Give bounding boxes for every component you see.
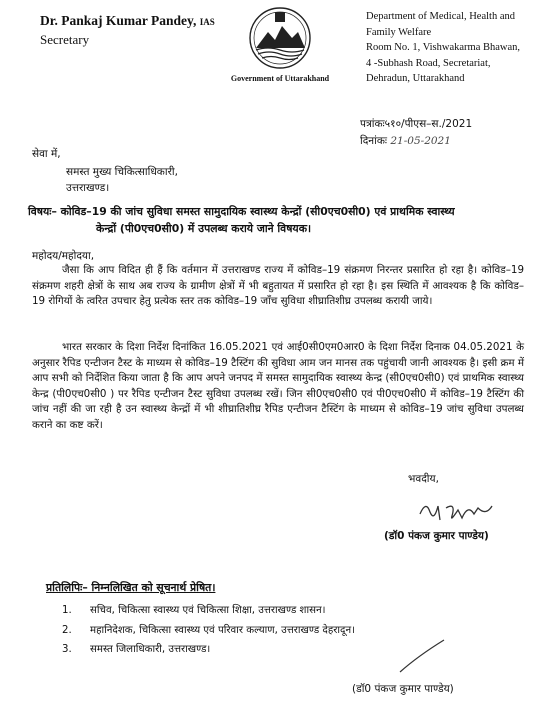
body-paragraph: जैसा कि आप विदित ही हैं कि वर्तमान में उत्तराखण्ड राज्य में कोविड–19 संक्रमण निरन्तर प्रसारित हो रहा है। कोविड–19 संक्रमण शहरी क्षेत्रों के साथ अब राज्य के ग्रामीण क्षेत्रों में भी बहुतायत में प्रसारित हो रहा है। इस स्थिति में आवश्यक है कि कोविड–19 रोगियों के त्वरित उपचार हेतु प्रत्येक स्तर तक कोविड–19 जाँच सुविधा शीघ्रातिशीघ्र उपलब्ध करायी जाये। bbox=[32, 264, 524, 308]
subject bbox=[28, 203, 520, 237]
sender-suffix: IAS bbox=[199, 17, 215, 27]
salutation-to: सेवा में, bbox=[32, 148, 61, 160]
copy-item: 2. महानिदेशक, चिकित्सा स्वास्थ्य एवं परिवार कल्याण, उत्तराखण्ड देहरादून। bbox=[62, 625, 355, 636]
address-line: Department of Medical, Health and bbox=[366, 11, 515, 22]
sender-name: Dr. Pankaj Kumar Pandey, IAS bbox=[40, 13, 215, 28]
closing-phrase: भवदीय, bbox=[408, 473, 439, 485]
address-line: Family Welfare bbox=[366, 26, 432, 38]
copy-heading: प्रतिलिपिः– निम्नलिखित को सूचनार्थ प्रेषित। bbox=[46, 581, 216, 594]
letter-date: दिनांकः 21-05-2021 bbox=[360, 135, 451, 147]
recipient-line: उत्तराखण्ड। bbox=[66, 182, 110, 194]
government-caption: Government of Uttarakhand bbox=[230, 74, 330, 83]
sender-title: Secretary bbox=[40, 32, 90, 47]
department-address bbox=[366, 9, 538, 87]
copy-item: 1. सचिव, चिकित्सा स्वास्थ्य एवं चिकित्सा शिक्षा, उत्तराखण्ड शासन। bbox=[62, 605, 326, 616]
address-line: Dehradun, Uttarakhand bbox=[366, 73, 465, 84]
copy-item: 3. समस्त जिलाधिकारी, उत्तराखण्ड। bbox=[62, 644, 211, 655]
signature bbox=[416, 496, 516, 526]
letter-number: पत्रांकः५१०/पीएस–स./2021 bbox=[360, 118, 473, 130]
salutation: महोदय/महोदया, bbox=[32, 250, 95, 262]
recipient-line: समस्त मुख्य चिकित्साधिकारी, bbox=[66, 166, 178, 178]
address-line: 4 -Subhash Road, Secretariat, bbox=[366, 57, 491, 69]
initial-signature bbox=[398, 638, 448, 674]
body-paragraph: भारत सरकार के दिशा निर्देश दिनांकित 16.05.2021 एवं आई0सी0एम0आर0 के दिशा निर्देश दिनाक 04.05.2021 के अनुसार रैपिड एन्टीजन टैस्ट के माध्यम से कोविड–19 टैस्टिंग की सुविधा आम जन मानस तक पहुंचायी जानी आवश्यक है। इसी क्रम में आप सभी को निर्देशित किया जाता है कि आप अपने जनपद में समस्त सामुदायिक स्वास्थ्य केन्द्र (सी0एच0सी0) एवं प्राथमिक स्वास्थ्य केन्द्र (पी0एच0सी0 ) पर रैपिड एन्टीजन टैस्ट सुविधा उपलब्ध रखें। जिन सी0एच0सी0 एवं पी0एच0सी0 में कोविड–19 टैस्टिंग की जांच नहीं की जा रही है उन स्वास्थ्य केन्द्रों में भी शीघ्रातिशीघ्र रैपिड एन्टीजन टैस्टिंग के माध्यम से कोविड–19 जांच सुविधा उपलब्ध कराने का कष्ट करें। bbox=[32, 341, 524, 431]
signer-name-footer: (डॉ0 पंकज कुमार पाण्डेय) bbox=[352, 683, 454, 695]
signer-name: (डॉ0 पंकज कुमार पाण्डेय) bbox=[384, 530, 489, 542]
subject-line: केन्द्रों (पी0एच0सी0) में उपलब्ध कराये जाने विषयक। bbox=[96, 222, 312, 235]
handwritten-date: 21-05-2021 bbox=[390, 135, 451, 147]
address-line: Room No. 1, Vishwakarma Bhawan, bbox=[366, 42, 521, 53]
subject-line: विषयः– कोविड–19 की जांच सुविधा समस्त सामुदायिक स्वास्थ्य केन्द्रों (सी0एच0सी0) एवं प्राथमिक स्वास्थ्य bbox=[28, 205, 455, 218]
uttarakhand-emblem-icon bbox=[248, 6, 312, 72]
